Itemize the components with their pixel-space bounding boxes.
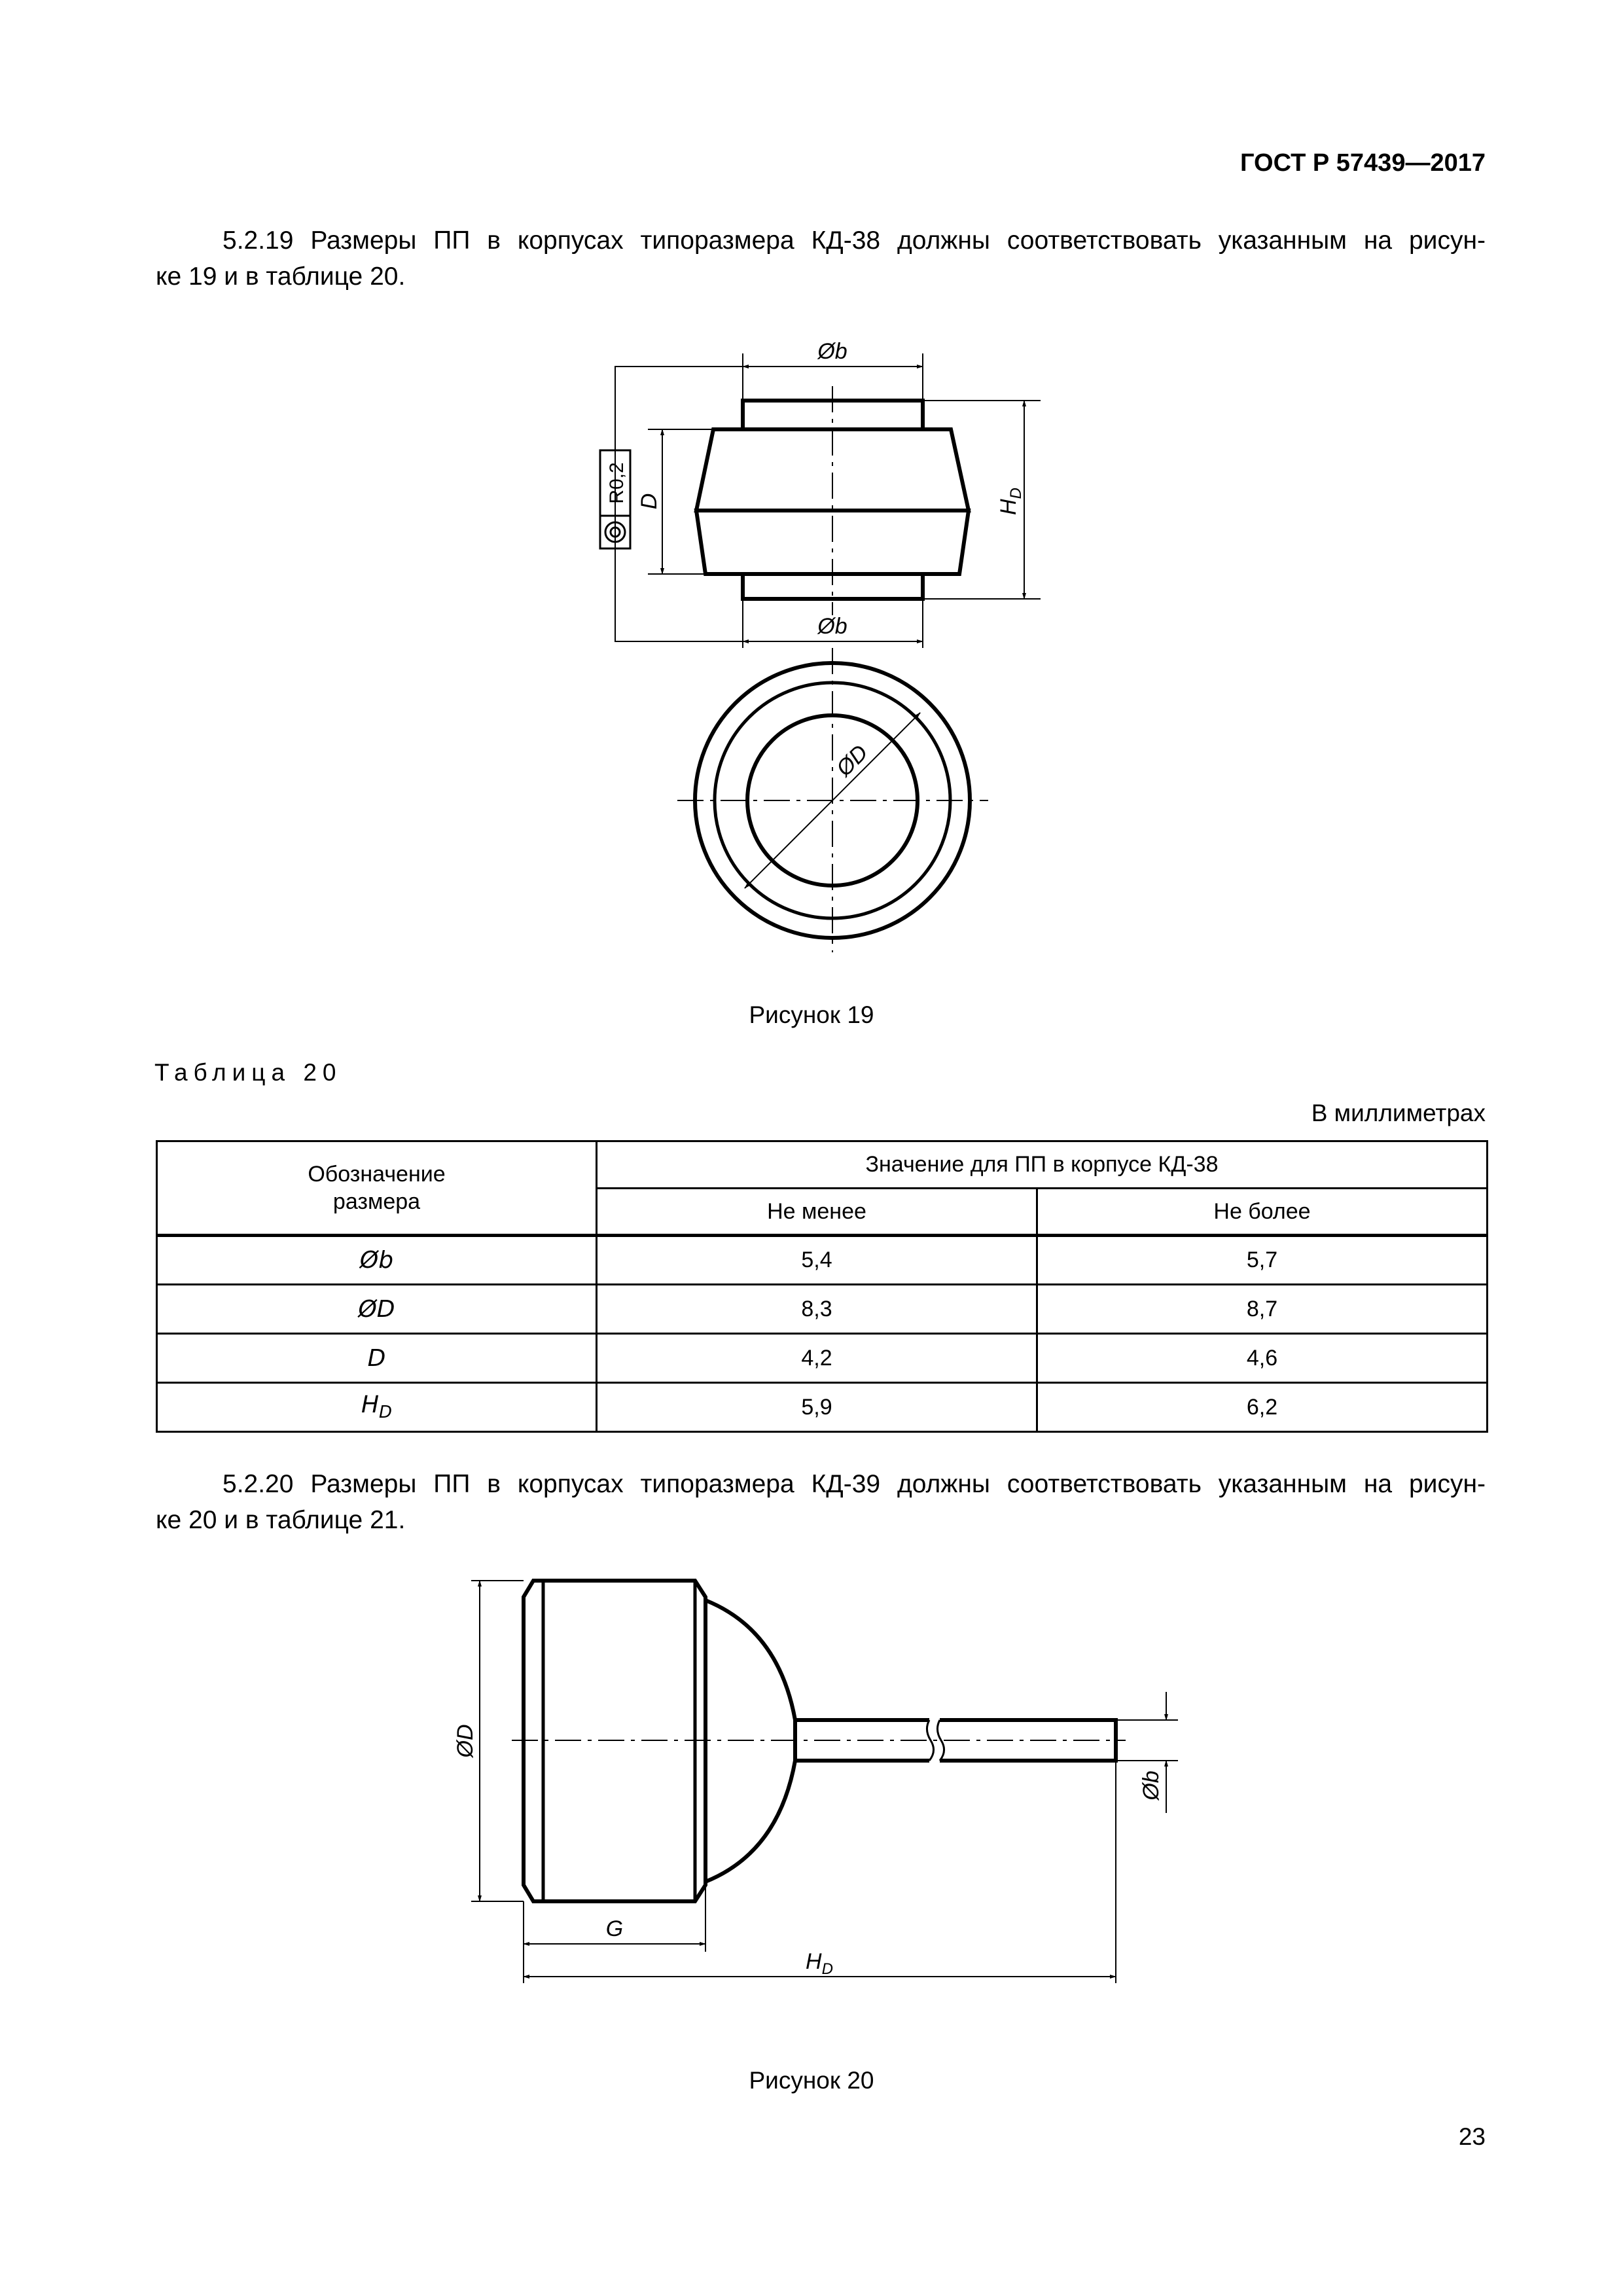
table-20-units: В миллиметрах (1311, 1100, 1486, 1126)
cell-min: 5,4 (597, 1236, 1037, 1285)
table-20-label: Таблица 20 (154, 1059, 342, 1086)
label-dia-d: ØD (831, 740, 873, 781)
cell-designation: Øb (157, 1236, 597, 1285)
label-d: D (637, 493, 662, 510)
paragraph-line: 5.2.19 Размеры ПП в корпусах типоразмера КД-38 должны соответствовать указанным на рисун- (223, 226, 1486, 255)
cell-min: 4,2 (597, 1334, 1037, 1383)
table-row (157, 1285, 1488, 1334)
cell-max: 4,6 (1037, 1334, 1488, 1383)
label-g: G (605, 1916, 624, 1941)
cell-min: 8,3 (597, 1285, 1037, 1334)
cell-designation: $H_D$ (157, 1383, 597, 1432)
table-row (157, 1334, 1488, 1383)
label-tolerance: R0,2 (606, 462, 628, 504)
label-dia-d: ØD (453, 1724, 478, 1758)
paragraph-line: ке 19 и в таблице 20. (156, 262, 406, 291)
label-hd: $H_D$ (996, 488, 1025, 515)
label-dia-b-bottom: Øb (817, 614, 847, 639)
table-row (157, 1236, 1488, 1285)
label-dia-b: Øb (1139, 1770, 1164, 1801)
table-header-row (157, 1141, 1488, 1189)
cell-designation: ØD (157, 1285, 597, 1334)
label-hd: $H_D$ (806, 1949, 833, 1978)
tolerance-leader (615, 367, 743, 641)
header-value-group: Значение для ПП в корпусе КД-38 (597, 1141, 1488, 1189)
standard-number: ГОСТ Р 57439—2017 (1240, 149, 1486, 177)
header-max: Не более (1037, 1189, 1488, 1236)
page-number: 23 (1458, 2123, 1486, 2150)
table-20 (156, 1140, 1488, 1433)
cell-max: 5,7 (1037, 1236, 1488, 1285)
cell-min: 5,9 (597, 1383, 1037, 1432)
figure-19-drawing (0, 0, 1623, 982)
cell-designation: D (157, 1334, 597, 1383)
paragraph-line: ке 20 и в таблице 21. (156, 1506, 406, 1534)
table-row (157, 1383, 1488, 1432)
label-dia-b-top: Øb (817, 339, 847, 364)
cell-max: 6,2 (1037, 1383, 1488, 1432)
header-designation: Обозначение размера (157, 1141, 597, 1236)
paragraph-5-2-20 (156, 1466, 1486, 1538)
figure-20-caption: Рисунок 20 (749, 2067, 874, 2094)
figure-19-caption: Рисунок 19 (749, 1001, 874, 1028)
figure-20-drawing (0, 1538, 1623, 2062)
header-min: Не менее (597, 1189, 1037, 1236)
cell-max: 8,7 (1037, 1285, 1488, 1334)
paragraph-line: 5.2.20 Размеры ПП в корпусах типоразмера КД-39 должны соответствовать указанным на рисун- (223, 1470, 1486, 1498)
